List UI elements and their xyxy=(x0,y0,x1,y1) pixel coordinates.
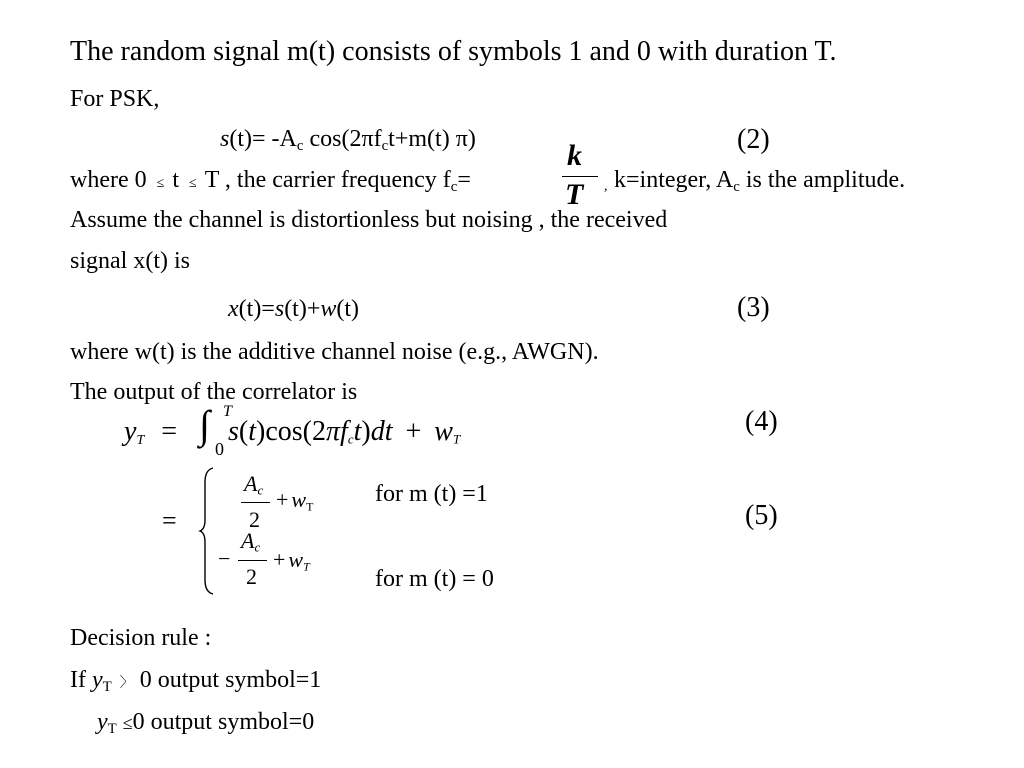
eq2-part-a: (t)= -A xyxy=(229,126,297,152)
case2-w-part xyxy=(273,547,310,574)
case1-A-sub: c xyxy=(257,482,264,498)
case2-A-sub: c xyxy=(254,539,261,555)
integral-sign: ∫ xyxy=(199,402,210,447)
heading-line: The random signal m(t) consists of symbols 1 and 0 with duration T. xyxy=(70,36,837,67)
where-t: t xyxy=(172,167,179,193)
equation-4-lhs xyxy=(124,418,177,446)
equation-2 xyxy=(220,126,476,155)
eq4-paren-close: ) xyxy=(361,416,371,447)
where-eq: = xyxy=(457,167,471,193)
case1-w-part xyxy=(276,487,314,514)
eq3-p2: (t)+ xyxy=(284,296,321,322)
eq4-y: y xyxy=(124,416,137,447)
decision-y-2-sub: T xyxy=(107,721,117,738)
eq3-p3: (t) xyxy=(336,296,360,322)
eq3-p1: (t)= xyxy=(238,296,275,322)
eq4-f: f xyxy=(340,416,348,447)
le-sign-1: ≤ xyxy=(156,176,165,191)
eq3-w: w xyxy=(320,296,337,322)
where-a: where 0 xyxy=(70,167,147,193)
case2-w-sub: T xyxy=(303,559,310,574)
where-sub-c-2: c xyxy=(733,179,740,196)
eq2-part-c: t+m(t) π) xyxy=(388,126,476,152)
assume-line-1: Assume the channel is distortionless but noising , the received xyxy=(70,207,668,233)
eq4-number: (4) xyxy=(745,406,778,437)
decision-rule-2-text: 0 output symbol=0 xyxy=(132,709,315,735)
integral-upper: T xyxy=(223,403,232,420)
eq4-s: s xyxy=(228,416,239,447)
equation-3 xyxy=(228,297,359,321)
eq2-sub-c: c xyxy=(296,138,304,155)
where-line-1 xyxy=(70,167,471,196)
eq4-sub-c: c xyxy=(347,431,354,447)
case1-plus: + xyxy=(276,487,289,512)
where-sub-c: c xyxy=(450,179,458,196)
eq5-number: (5) xyxy=(745,500,778,531)
case1-A: A xyxy=(244,471,258,496)
eq3-number: (3) xyxy=(737,292,770,323)
correlator-line: The output of the correlator is xyxy=(70,379,358,405)
case1-den: 2 xyxy=(249,507,260,532)
eq5-equals: = xyxy=(162,506,177,535)
case2-condition: for m (t) = 0 xyxy=(375,566,494,592)
case1-w-sub: T xyxy=(306,499,314,514)
eq4-eq: = xyxy=(161,416,178,447)
case2-plus: + xyxy=(273,547,286,572)
eq4-pi: π xyxy=(326,416,341,447)
eq2-part-b: cos(2πf xyxy=(303,126,382,152)
where-line-1-end xyxy=(614,167,906,196)
assume-line-2: signal x(t) is xyxy=(70,248,190,274)
eq4-w: w xyxy=(434,416,453,447)
eq4-sub-T2: T xyxy=(452,431,461,447)
eq4-t: t xyxy=(248,416,257,447)
decision-y-1-sub: T xyxy=(102,679,112,696)
case2-den: 2 xyxy=(246,564,257,589)
frac-comma: , xyxy=(604,179,608,194)
integral-lower: 0 xyxy=(215,439,224,459)
case1-w: w xyxy=(291,487,307,512)
decision-if: If xyxy=(70,667,86,693)
eq4-plus: + xyxy=(405,416,422,447)
eq4-dt: dt xyxy=(370,416,393,447)
where-c: k=integer, A xyxy=(614,167,734,193)
eq3-s: s xyxy=(274,296,285,322)
case2-A: A xyxy=(241,528,255,553)
eq4-paren-open: ( xyxy=(238,416,249,447)
frac-T: T xyxy=(565,178,584,211)
le-sign-2: ≤ xyxy=(189,176,197,191)
decision-rule-1-text: 0 output symbol=1 xyxy=(139,667,322,693)
decision-title: Decision rule : xyxy=(70,625,212,651)
frac-k: k xyxy=(567,139,582,172)
noise-line: where w(t) is the additive channel noise (e.g., AWGN). xyxy=(70,339,599,365)
eq4-t2: t xyxy=(353,416,362,447)
eq4-sub-T: T xyxy=(136,432,145,448)
case2-frac-bar xyxy=(238,560,267,561)
le-sign-3: ≤ xyxy=(122,713,133,733)
case2-w: w xyxy=(288,547,304,572)
case1-condition: for m (t) =1 xyxy=(375,481,488,507)
greater-than-sign: 〉 xyxy=(119,676,134,691)
case2-num xyxy=(241,528,261,555)
where-d: is the amplitude. xyxy=(739,167,906,193)
case1-frac-bar xyxy=(241,502,270,503)
eq2-s: s xyxy=(220,126,230,152)
equation-4-body xyxy=(228,418,460,446)
eq5-left-brace xyxy=(198,466,218,596)
eq2-number: (2) xyxy=(737,124,770,155)
decision-rule-1 xyxy=(70,667,322,696)
case1-num xyxy=(244,471,264,498)
psk-intro: For PSK, xyxy=(70,86,160,112)
decision-y-2: y xyxy=(97,709,108,735)
where-b: T , the carrier frequency f xyxy=(204,167,451,193)
eq4-cos: )cos(2 xyxy=(256,416,326,447)
decision-rule-2 xyxy=(97,709,315,738)
decision-y-1: y xyxy=(91,667,103,693)
eq3-x: x xyxy=(228,296,239,322)
case2-minus: − xyxy=(218,546,231,571)
eq2-sub-c-2: c xyxy=(381,138,389,155)
